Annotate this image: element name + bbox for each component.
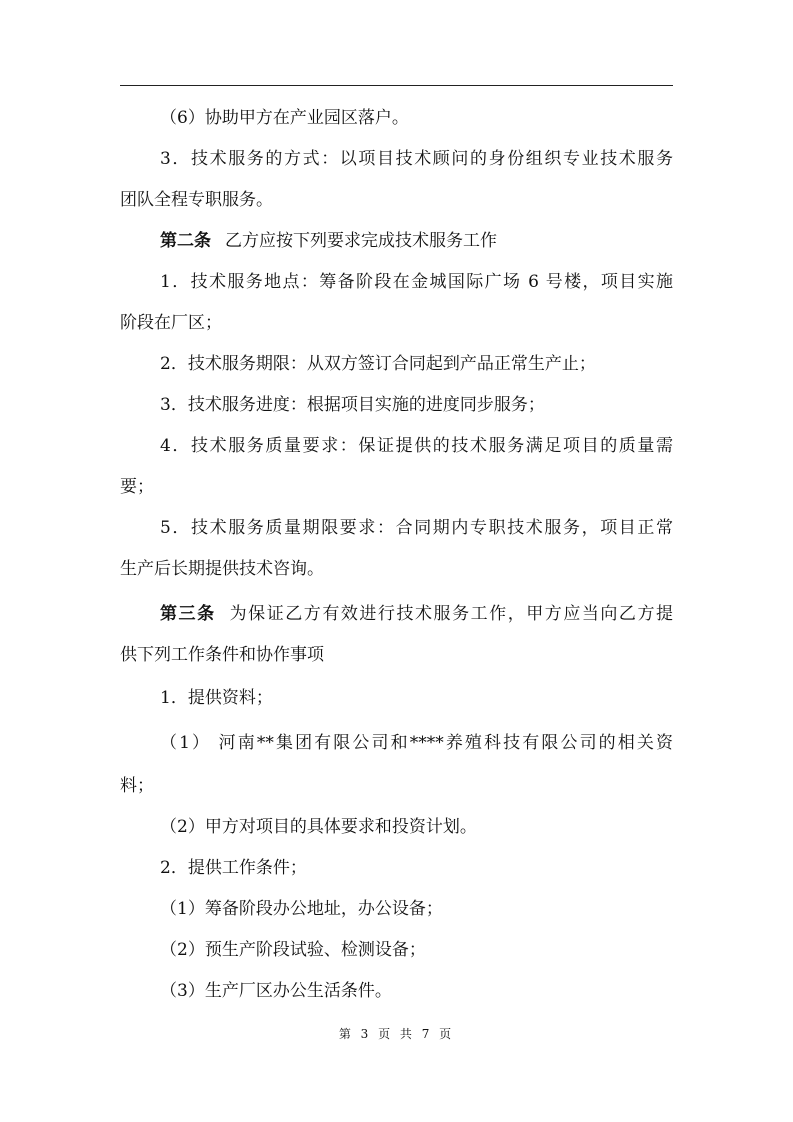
- paragraph-service-method-line1: 3．技术服务的方式：以项目技术顾问的身份组织专业技术服务: [160, 149, 673, 169]
- paragraph-service-progress: 3．技术服务进度：根据项目实施的进度同步服务；: [160, 395, 545, 415]
- paragraph-item-6: （6）协助甲方在产业园区落户。: [160, 108, 409, 128]
- paragraph-conditions-2: （2）预生产阶段试验、检测设备；: [160, 940, 426, 960]
- paragraph-quality-period-line2: 生产后长期提供技术咨询。: [120, 559, 324, 579]
- paragraph-service-location-line1: 1．技术服务地点：筹备阶段在金城国际广场 6 号楼，项目实施: [160, 272, 673, 292]
- paragraph-conditions-1: （1）筹备阶段办公地址，办公设备；: [160, 899, 443, 919]
- paragraph-materials-2: （2）甲方对项目的具体要求和投资计划。: [160, 817, 477, 837]
- header-rule: [120, 85, 673, 86]
- article-3-heading-line2: 供下列工作条件和协作事项: [120, 645, 324, 665]
- page-number-footer: 第 3 页 共 7 页: [338, 1027, 455, 1041]
- paragraph-service-location-line2: 阶段在厂区；: [120, 313, 222, 333]
- article-3-label: 第三条: [160, 604, 216, 624]
- paragraph-provide-materials: 1．提供资料；: [160, 688, 273, 708]
- article-2-heading: [160, 221, 497, 261]
- article-3-text-line1: 为保证乙方有效进行技术服务工作，甲方应当向乙方提: [229, 604, 674, 624]
- paragraph-provide-conditions: 2．提供工作条件；: [160, 858, 307, 878]
- paragraph-service-method-line2: 团队全程专职服务。: [120, 190, 273, 210]
- paragraph-materials-1-line1: （1） 河南**集团有限公司和****养殖科技有限公司的相关资: [160, 733, 673, 753]
- paragraph-conditions-3: （3）生产厂区办公生活条件。: [160, 981, 392, 1001]
- paragraph-quality-line1: 4．技术服务质量要求：保证提供的技术服务满足项目的质量需: [160, 436, 673, 456]
- paragraph-service-period: 2．技术服务期限：从双方签订合同起到产品正常生产止；: [160, 354, 596, 374]
- paragraph-quality-period-line1: 5．技术服务质量期限要求：合同期内专职技术服务，项目正常: [160, 518, 673, 538]
- article-3-heading-line1: [160, 594, 673, 634]
- paragraph-quality-line2: 要；: [120, 477, 154, 497]
- article-2-text: 乙方应按下列要求完成技术服务工作: [225, 231, 497, 251]
- article-2-label: 第二条: [160, 231, 211, 251]
- paragraph-materials-1-line2: 料；: [120, 776, 154, 796]
